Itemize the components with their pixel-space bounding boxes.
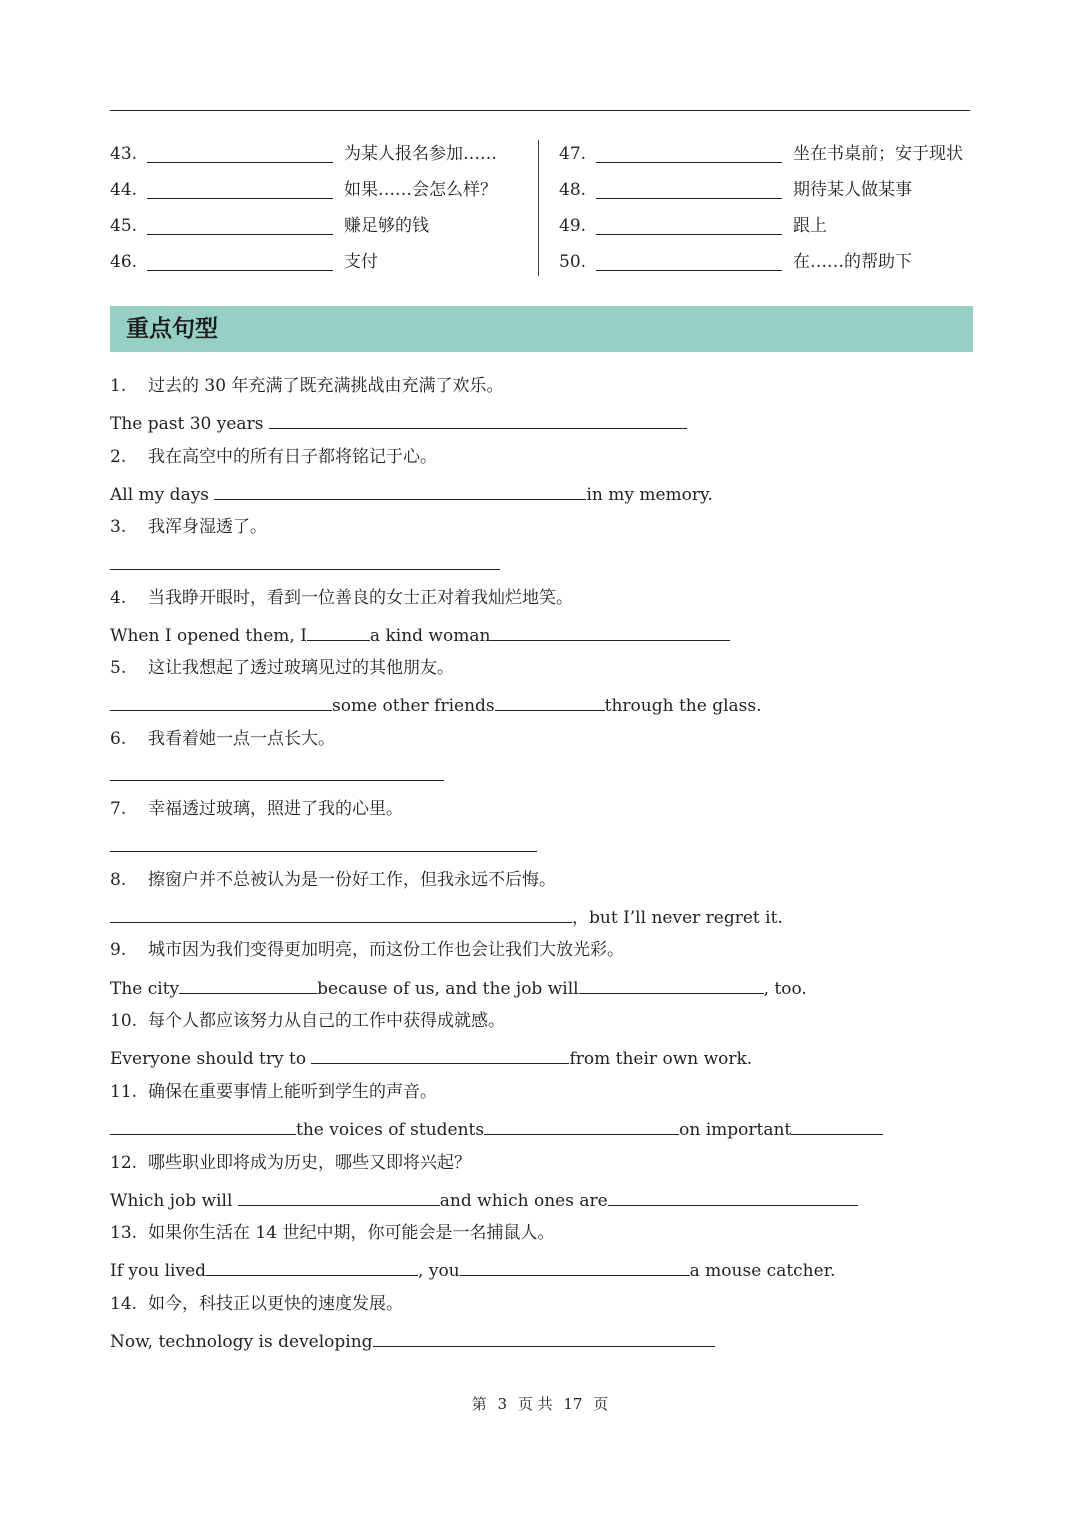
vocab-meaning: 跟上: [793, 216, 827, 236]
vocab-number: 49.: [559, 216, 587, 236]
answer-blank[interactable]: [307, 622, 370, 641]
sentence-english-text: , too.: [763, 979, 807, 999]
sentence-6-chinese: [110, 727, 335, 751]
sentence-3-chinese: [110, 515, 267, 539]
vocab-number: 50.: [559, 252, 587, 272]
vocab-meaning: 赚足够的钱: [344, 216, 429, 236]
answer-blank[interactable]: [490, 622, 730, 641]
sentence-number: 2.: [110, 447, 127, 467]
sentence-number: 8.: [110, 870, 127, 890]
sentence-english-text: on important: [679, 1120, 792, 1140]
sentence-7-english: [110, 833, 537, 859]
sentence-number: 12.: [110, 1153, 138, 1173]
sentence-chinese-text: 每个人都应该努力从自己的工作中获得成就感。: [148, 1011, 505, 1031]
sentence-12-english: [110, 1187, 858, 1213]
sentence-english-text: , you: [418, 1261, 460, 1281]
vocab-meaning: 为某人报名参加……: [344, 144, 497, 164]
sentence-chinese-text: 我看着她一点一点长大。: [148, 729, 335, 749]
sentence-english-text: a kind woman: [369, 626, 491, 646]
vocab-blank[interactable]: [596, 198, 782, 199]
sentence-number: 1.: [110, 376, 127, 396]
sentence-english-text: The city: [110, 979, 180, 999]
sentence-chinese-text: 哪些职业即将成为历史，哪些又即将兴起？: [148, 1153, 471, 1173]
sentence-2-chinese: [110, 445, 437, 469]
vocab-number: 45.: [110, 216, 138, 236]
sentence-english-text: through the glass.: [604, 696, 762, 716]
vocab-number: 46.: [110, 252, 138, 272]
answer-blank[interactable]: [214, 481, 586, 500]
footer-suffix: 页: [593, 1395, 609, 1413]
answer-blank[interactable]: [238, 1187, 440, 1206]
sentence-number: 11.: [110, 1082, 138, 1102]
sentence-10-chinese: [110, 1009, 505, 1033]
sentence-number: 14.: [110, 1294, 138, 1314]
sentence-7-chinese: [110, 797, 403, 821]
vocab-number: 44.: [110, 180, 138, 200]
sentence-chinese-text: 这让我想起了透过玻璃见过的其他朋友。: [148, 658, 454, 678]
sentence-english-text: because of us, and the job will: [317, 979, 579, 999]
sentence-13-english: [110, 1257, 835, 1283]
answer-blank[interactable]: [110, 762, 444, 781]
sentence-14-chinese: [110, 1292, 403, 1316]
vocab-blank[interactable]: [147, 270, 333, 271]
sentence-8-english: [110, 904, 783, 930]
sentence-chinese-text: 幸福透过玻璃，照进了我的心里。: [148, 799, 403, 819]
sentence-8-chinese: [110, 868, 556, 892]
footer-mid: 页 共: [517, 1395, 553, 1413]
sentence-english-text: ，but I’ll never regret it.: [572, 908, 783, 928]
vocab-number: 43.: [110, 144, 138, 164]
top-rule: [110, 110, 970, 111]
sentence-number: 3.: [110, 517, 127, 537]
answer-blank[interactable]: [460, 1257, 690, 1276]
sentence-5-chinese: [110, 656, 454, 680]
sentence-10-english: [110, 1045, 752, 1071]
sentence-13-chinese: [110, 1221, 554, 1245]
answer-blank[interactable]: [179, 975, 317, 994]
sentence-number: 13.: [110, 1223, 138, 1243]
footer-page-number: 3: [497, 1395, 508, 1413]
page-footer: [0, 1393, 1080, 1415]
sentence-number: 10.: [110, 1011, 138, 1031]
answer-blank[interactable]: [110, 551, 500, 570]
vocab-blank[interactable]: [147, 162, 333, 163]
section-title: 重点句型: [126, 316, 218, 342]
sentence-english-text: and which ones are: [439, 1191, 608, 1211]
sentence-9-chinese: [110, 938, 624, 962]
sentence-11-chinese: [110, 1080, 437, 1104]
sentence-english-text: Now, technology is developing: [110, 1332, 373, 1352]
vocab-blank[interactable]: [596, 270, 782, 271]
sentence-4-chinese: [110, 586, 573, 610]
vocab-meaning: 如果……会怎么样？: [344, 180, 497, 200]
answer-blank[interactable]: [791, 1116, 883, 1135]
sentence-chinese-text: 擦窗户并不总被认为是一份好工作，但我永远不后悔。: [148, 870, 556, 890]
sentence-chinese-text: 过去的 30 年充满了既充满挑战由充满了欢乐。: [148, 376, 504, 396]
sentence-number: 6.: [110, 729, 127, 749]
sentence-english-text: the voices of students: [296, 1120, 485, 1140]
answer-blank[interactable]: [495, 692, 605, 711]
answer-blank[interactable]: [110, 692, 332, 711]
sentence-2-english: [110, 481, 713, 507]
sentence-6-english: [110, 762, 444, 788]
vocab-number: 48.: [559, 180, 587, 200]
sentence-1-chinese: [110, 374, 503, 398]
sentence-english-text: When I opened them, I: [110, 626, 307, 646]
vocab-meaning: 期待某人做某事: [793, 180, 912, 200]
answer-blank[interactable]: [311, 1045, 569, 1064]
sentence-number: 9.: [110, 940, 127, 960]
sentence-number: 5.: [110, 658, 127, 678]
sentence-chinese-text: 当我睁开眼时，看到一位善良的女士正对着我灿烂地笑。: [148, 588, 573, 608]
sentence-chinese-text: 确保在重要事情上能听到学生的声音。: [148, 1082, 437, 1102]
vocab-meaning: 坐在书桌前；安于现状: [793, 144, 963, 164]
answer-blank[interactable]: [484, 1116, 679, 1135]
sentence-9-english: [110, 975, 807, 1001]
sentence-english-text: All my days: [110, 485, 215, 505]
answer-blank[interactable]: [110, 833, 537, 852]
sentence-english-text: from their own work.: [569, 1049, 753, 1069]
sentence-english-text: a mouse catcher.: [689, 1261, 836, 1281]
vocab-blank[interactable]: [596, 234, 782, 235]
answer-blank[interactable]: [269, 410, 687, 429]
sentence-11-english: [110, 1116, 883, 1142]
sentence-chinese-text: 城市因为我们变得更加明亮，而这份工作也会让我们大放光彩。: [148, 940, 624, 960]
vocab-meaning: 在……的帮助下: [793, 252, 912, 272]
answer-blank[interactable]: [206, 1257, 418, 1276]
sentence-4-english: [110, 622, 730, 648]
sentence-1-english: [110, 410, 687, 436]
sentence-english-text: in my memory.: [586, 485, 713, 505]
sentence-chinese-text: 如果你生活在 14 世纪中期，你可能会是一名捕鼠人。: [148, 1223, 555, 1243]
answer-blank[interactable]: [608, 1187, 858, 1206]
sentence-english-text: Everyone should try to: [110, 1049, 312, 1069]
sentence-english-text: The past 30 years: [110, 414, 269, 434]
sentence-english-text: Which job will: [110, 1191, 238, 1211]
sentence-number: 4.: [110, 588, 127, 608]
sentence-14-english: [110, 1328, 715, 1354]
vocab-meaning: 支付: [344, 252, 378, 272]
sentence-chinese-text: 如今，科技正以更快的速度发展。: [148, 1294, 403, 1314]
answer-blank[interactable]: [373, 1328, 715, 1347]
answer-blank[interactable]: [110, 904, 572, 923]
vocab-blank[interactable]: [596, 162, 782, 163]
sentence-english-text: some other friends: [332, 696, 495, 716]
vocab-column-divider: [538, 140, 539, 276]
footer-prefix: 第: [471, 1395, 487, 1413]
sentence-chinese-text: 我浑身湿透了。: [148, 517, 267, 537]
vocab-blank[interactable]: [147, 198, 333, 199]
sentence-3-english: [110, 551, 500, 577]
sentence-12-chinese: [110, 1151, 471, 1175]
answer-blank[interactable]: [579, 975, 764, 994]
sentence-5-english: [110, 692, 762, 718]
sentence-english-text: If you lived: [110, 1261, 207, 1281]
footer-total-pages: 17: [563, 1395, 583, 1413]
section-header: [110, 306, 973, 352]
vocab-blank[interactable]: [147, 234, 333, 235]
answer-blank[interactable]: [110, 1116, 296, 1135]
sentence-chinese-text: 我在高空中的所有日子都将铭记于心。: [148, 447, 437, 467]
vocab-number: 47.: [559, 144, 587, 164]
sentence-number: 7.: [110, 799, 127, 819]
